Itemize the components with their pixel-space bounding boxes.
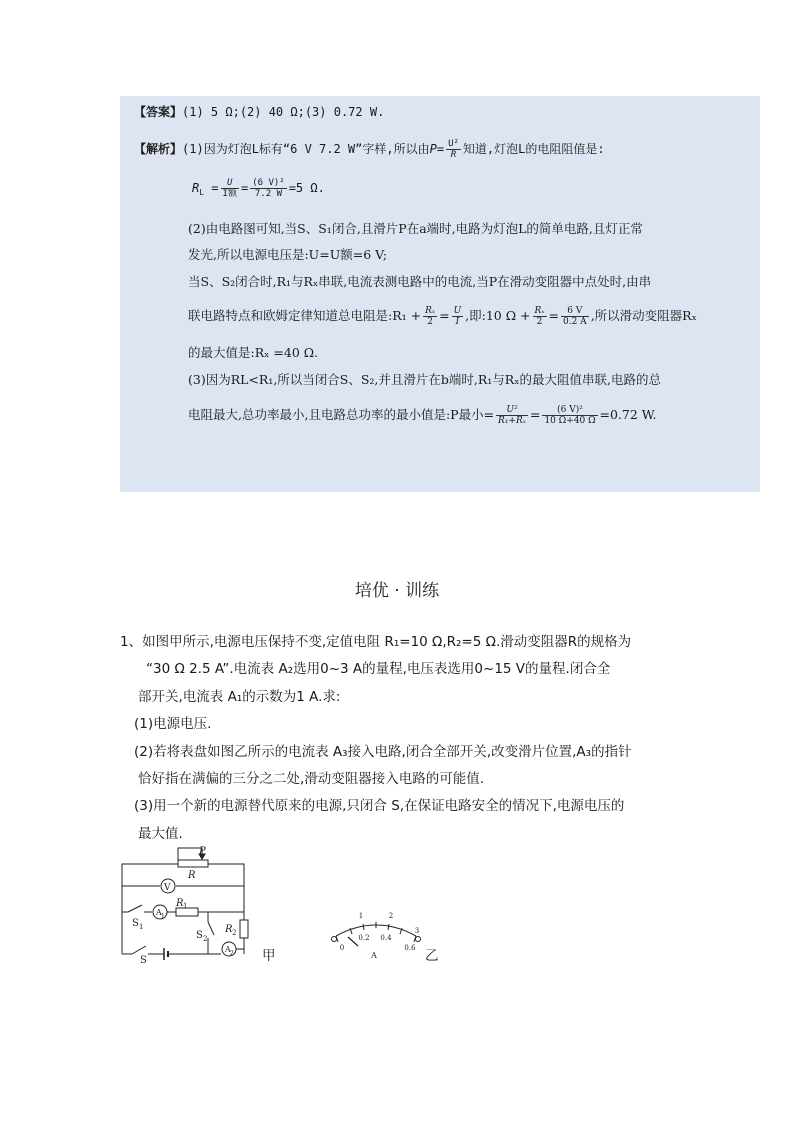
label-S2: S (196, 930, 203, 941)
label-R2-sub: 2 (232, 929, 237, 937)
analysis-line-9 (188, 405, 656, 426)
label-A2-sub: 2 (230, 950, 234, 957)
fraction (423, 306, 437, 327)
switch-s2 (208, 922, 214, 935)
equals: = (548, 308, 559, 323)
frac-num: Rₓ (534, 306, 545, 316)
circuit-diagram-jia (116, 842, 286, 964)
caption-jia: 甲 (262, 948, 276, 964)
fraction (496, 405, 528, 426)
analysis-line-4: 发光,所以电源电压是:U=U额=6 V; (188, 247, 388, 262)
dial-tick-top-2: 2 (388, 912, 394, 920)
label-V: V (164, 883, 171, 893)
label-R: R (188, 870, 196, 881)
analysis-text: 知道,灯泡L的电阻阻值是: (462, 142, 605, 156)
frac-den: 10 Ω+40 Ω (544, 416, 596, 426)
equals: = (211, 181, 219, 195)
frac-num: U² (448, 139, 459, 149)
label-R2: R (225, 924, 233, 935)
section-title: 培优 · 训练 (354, 581, 440, 601)
frac-den: I额 (222, 189, 237, 199)
analysis-text: ,所以滑动变阻器Rₓ (590, 308, 697, 323)
switch-s1 (128, 905, 142, 912)
fraction (446, 139, 461, 160)
label-S1-sub: 1 (139, 923, 144, 931)
formula-P: P= (429, 142, 445, 156)
analysis-line-1 (134, 139, 605, 160)
frac-den: R (450, 150, 457, 160)
subscript: L (199, 188, 205, 197)
ammeter-dial-yi (328, 906, 424, 964)
label-R1: R (176, 898, 184, 909)
analysis-line-2: $R_L$ = $\frac{U}{\text{I额}}$ = $\frac{\text{(6 V)²}}{7.2 W}$ =5 Ω. (192, 178, 325, 199)
frac-num: (6 V)² (252, 178, 285, 188)
label-S2-sub: 2 (203, 935, 208, 943)
dial-unit: A (371, 951, 377, 960)
rheostat-resistor (178, 860, 208, 867)
result: =0.72 W. (599, 407, 657, 422)
label-S: S (140, 955, 147, 964)
analysis-line-8: (3)因为RL<R₁,所以当闭合S、S₂,并且滑片在b端时,R₁与Rₓ的最大阻值串联,电路的总 (188, 372, 661, 387)
dial-tick-top-1: 1 (358, 912, 364, 920)
fraction (250, 178, 287, 199)
frac-den: 7.2 W (254, 189, 282, 199)
question-part-3a: (3)用一个新的电源替代原来的电源,只闭合 S,在保证电路安全的情况下,电源电压的 (134, 798, 625, 814)
label-R1-sub: 1 (183, 902, 188, 910)
label-S1: S (132, 918, 139, 929)
dial-tick-bottom-2: 0.4 (380, 934, 392, 942)
dial-tick-bottom-0: 0 (339, 944, 345, 952)
frac-num: U (221, 178, 239, 189)
equals: = (529, 407, 541, 422)
label-A2: A (225, 945, 231, 954)
analysis-line-3: (2)由电路图可知,当S、S₁闭合,且滑片P在a端时,电路为灯泡L的简单电路,且灯正常 (188, 221, 643, 236)
analysis-line-6 (188, 306, 697, 327)
dial-tick-bottom-3: 0.6 (404, 944, 416, 952)
dial-tick-right-end: 3 (414, 927, 420, 935)
analysis-line-7: 的最大值是:Rₓ =40 Ω. (188, 345, 319, 360)
frac-num: (6 V)² (542, 405, 597, 416)
question-part-2b: 恰好指在满偏的三分之二处,滑动变阻器接入电路的可能值. (138, 771, 485, 787)
analysis-text: 联电路特点和欧姆定律知道总电阻是:R₁ + (188, 308, 422, 323)
frac-num: U² (496, 405, 528, 416)
frac-num: U (453, 306, 462, 316)
answer-text: (1) 5 Ω;(2) 40 Ω;(3) 0.72 W. (182, 105, 385, 119)
question-part-3b: 最大值. (138, 826, 183, 842)
answer-line (134, 103, 384, 120)
frac-den: 0.2 A (563, 317, 587, 327)
label-P: P (199, 846, 206, 857)
analysis-text: 电阻最大,总功率最小,且电路总功率的最小值是:P最小= (188, 407, 495, 422)
analysis-label: 【解析】 (134, 142, 183, 156)
frac-den: I (455, 317, 460, 327)
frac-num: 6 V (561, 306, 589, 317)
dial-terminal-left (332, 937, 337, 942)
equals: = (439, 308, 450, 323)
frac-den: 2 (427, 317, 433, 327)
result: =5 Ω. (288, 181, 325, 195)
dial-needle (348, 937, 358, 946)
frac-num: Rₓ (425, 306, 436, 316)
fraction (533, 306, 547, 327)
question-line-1: 1、如图甲所示,电源电压保持不变,定值电阻 R₁=10 Ω,R₂=5 Ω.滑动变阻器R的规格为 (120, 634, 632, 650)
fraction (561, 306, 589, 327)
question-line-2: “30 Ω 2.5 A”.电流表 A₂选用0~3 A的量程,电压表选用0~15 V的量程.闭合全 (146, 661, 611, 677)
analysis-text: ,即:10 Ω + (465, 308, 531, 323)
dial-tick-bottom-1: 0.2 (358, 934, 370, 942)
label-A1: A (156, 908, 162, 917)
analysis-line-5: 当S、S₂闭合时,R₁与Rₓ串联,电流表测电路中的电流,当P在滑动变阻器中点处时,由串 (188, 274, 652, 289)
label-A1-sub: 1 (161, 913, 165, 920)
dial-terminal-right (416, 937, 421, 942)
fraction (452, 306, 464, 327)
frac-den: 2 (536, 317, 543, 327)
resistor-r2 (240, 920, 248, 938)
answer-label: 【答案】 (134, 105, 183, 119)
caption-yi: 乙 (425, 948, 439, 964)
frac-den: R₁+Rₓ (498, 416, 526, 426)
fraction (542, 405, 597, 426)
fraction (221, 178, 239, 199)
analysis-text: (1)因为灯泡L标有“6 V 7.2 W”字样,所以由 (182, 142, 430, 156)
formula-R: R (192, 181, 200, 195)
switch-s (132, 946, 146, 954)
question-line-3: 部开关,电流表 A₁的示数为1 A.求: (138, 689, 341, 705)
question-part-1: (1)电源电压. (134, 716, 212, 732)
question-part-2a: (2)若将表盘如图乙所示的电流表 A₃接入电路,闭合全部开关,改变滑片位置,A₃的指针 (134, 744, 632, 760)
